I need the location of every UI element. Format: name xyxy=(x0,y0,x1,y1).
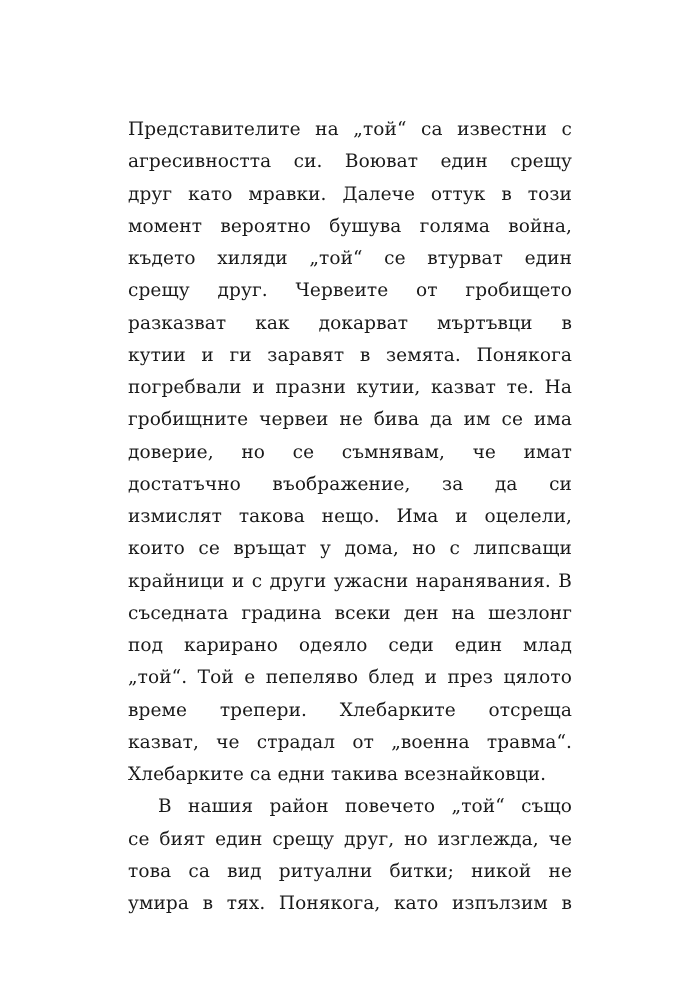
text-line: измислят такова нещо. Има и оцелели, xyxy=(128,506,572,527)
text-line: кутии и ги заравят в земята. Понякога xyxy=(128,344,572,366)
text-line: Хлебарките са едни такива всезнайковци. xyxy=(128,764,547,785)
text-line: под карирано одеяло седи един млад xyxy=(128,635,572,656)
text-line: се бият един срещу друг, но изглежда, че xyxy=(128,828,572,850)
text-line: това са вид ритуални битки; никой не xyxy=(128,860,572,882)
text-line: погребвали и празни кутии, казват те. На xyxy=(128,377,572,398)
paragraph-2 xyxy=(128,791,572,920)
text-line: друг като мравки. Далече оттук в този xyxy=(128,183,572,205)
text-line: казват, че страдал от „военна травма“. xyxy=(128,731,572,753)
text-line: момент вероятно бушува голяма война, xyxy=(128,215,572,237)
text-line: крайници и с други ужасни наранявания. В xyxy=(128,570,572,592)
text-line: където хиляди „той“ се втурват един xyxy=(128,248,572,269)
text-line: Представителите на „той“ са известни с xyxy=(128,119,572,140)
text-line: време трепери. Хлебарките отсреща xyxy=(128,699,572,721)
text-line: доверие, но се съмнявам, че имат xyxy=(128,441,572,463)
text-line: срещу друг. Червеите от гробището xyxy=(128,280,572,302)
text-line: „той“. Той е пепеляво блед и през цялото xyxy=(128,667,572,689)
text-line: съседната градина всеки ден на шезлонг xyxy=(128,602,572,624)
book-page xyxy=(128,114,572,920)
text-line: разказват как докарват мъртъвци в xyxy=(128,312,572,334)
text-line: достатъчно въображение, за да си xyxy=(128,473,572,495)
text-line: агресивността си. Воюват един срещу xyxy=(128,151,572,173)
text-line: умира в тях. Понякога, като изпълзим в xyxy=(128,893,572,914)
text-line: които се връщат у дома, но с липсващи xyxy=(128,538,572,560)
paragraph-1 xyxy=(128,114,572,791)
text-line: В нашия район повечето „той“ също xyxy=(158,796,572,818)
text-line: гробищните червеи не бива да им се има xyxy=(128,409,572,431)
